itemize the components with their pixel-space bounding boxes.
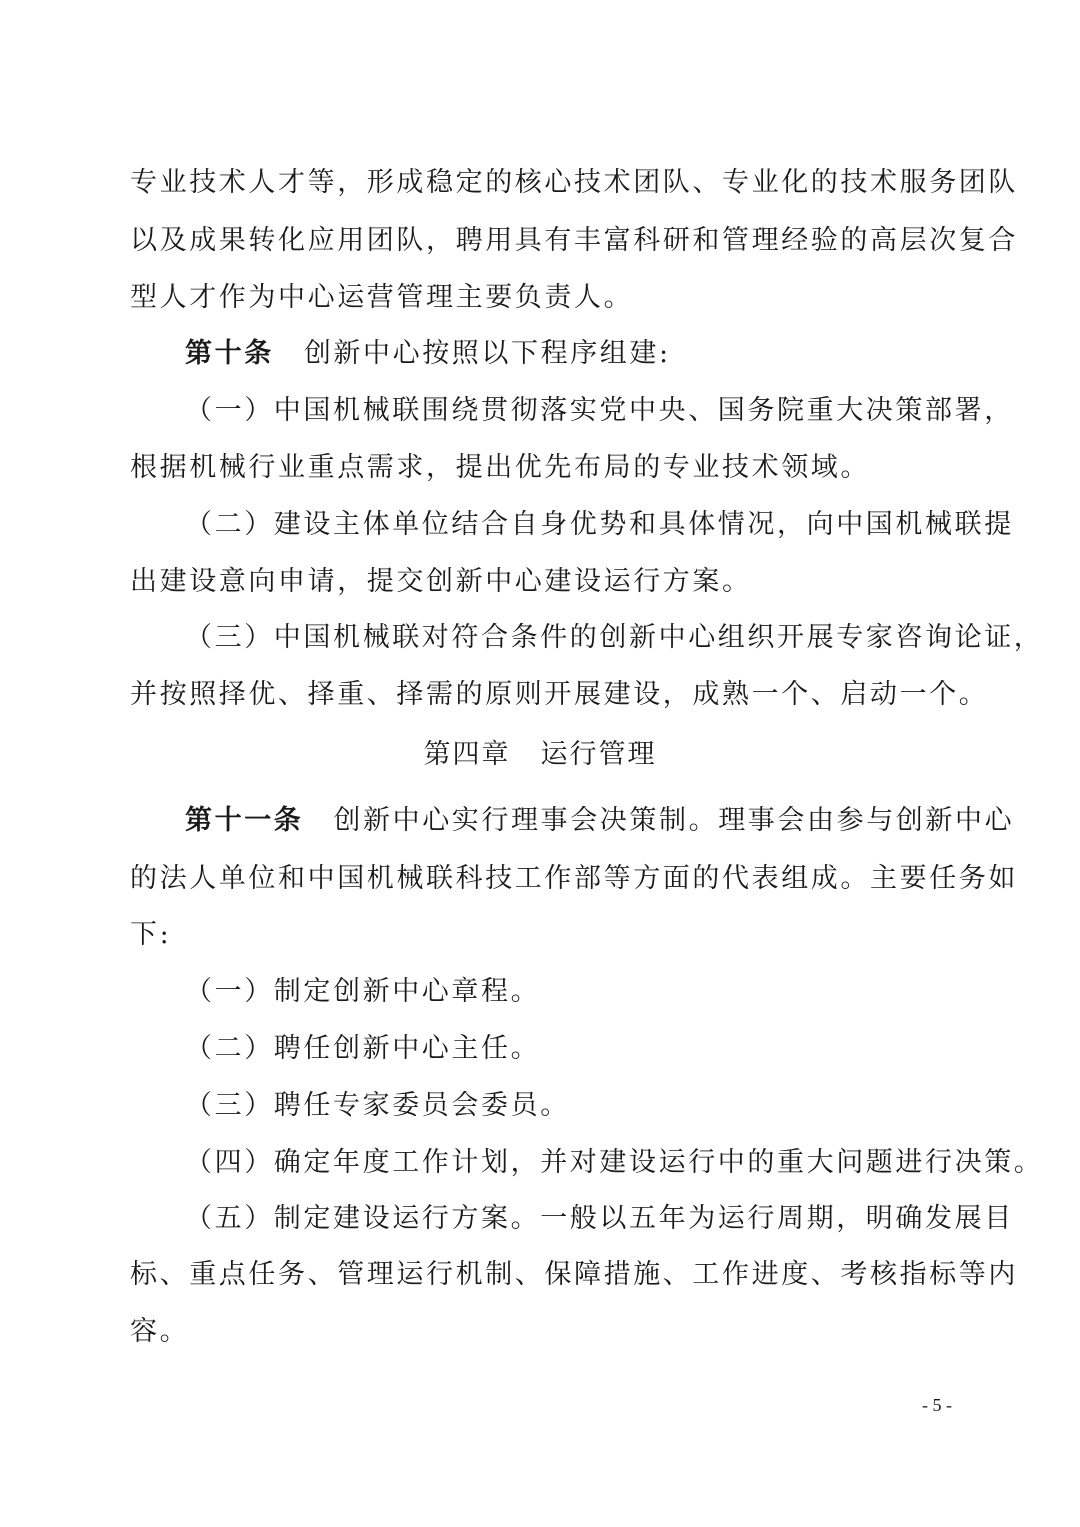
list-item-line: 出建设意向申请，提交创新中心建设运行方案。 — [130, 566, 752, 597]
list-item-line: （二）建设主体单位结合自身优势和具体情况，向中国机械联提 — [185, 509, 1014, 540]
article-10-heading — [185, 337, 952, 371]
paragraph-line: 专业技术人才等，形成稳定的核心技术团队、专业化的技术服务团队 — [130, 167, 1018, 198]
list-item-line: 容。 — [130, 1316, 190, 1347]
list-item-line: 标、重点任务、管理运行机制、保障措施、工作进度、考核指标等内 — [130, 1259, 1018, 1290]
article-11-text: 创新中心实行理事会决策制。理事会由参与创新中心 — [333, 805, 1015, 836]
article-10-label: 第十条 — [185, 338, 274, 369]
page-number: - 5 - — [922, 1395, 952, 1415]
chapter-title: 运行管理 — [540, 739, 657, 770]
paragraph-line: 的法人单位和中国机械联科技工作部等方面的代表组成。主要任务如 — [130, 863, 1018, 894]
article-11-heading — [185, 804, 1015, 838]
chapter-number: 第四章 — [423, 739, 511, 770]
list-item-line: （四）确定年度工作计划，并对建设运行中的重大问题进行决策。 — [185, 1147, 1044, 1178]
list-item-line: （一）中国机械联围绕贯彻落实党中央、国务院重大决策部署， — [185, 395, 1014, 426]
list-item-line: （一）制定创新中心章程。 — [185, 976, 541, 1007]
paragraph-line: 下: — [130, 919, 172, 950]
list-item-line: （二）聘任创新中心主任。 — [185, 1033, 541, 1064]
list-item-line: （三）聘任专家委员会委员。 — [185, 1090, 570, 1121]
chapter-heading — [0, 738, 1080, 772]
list-item-line: （五）制定建设运行方案。一般以五年为运行周期，明确发展目 — [185, 1203, 1014, 1234]
list-item-line: 根据机械行业重点需求，提出优先布局的专业技术领域。 — [130, 452, 870, 483]
article-11-label: 第十一条 — [185, 805, 304, 836]
list-item-line: （三）中国机械联对符合条件的创新中心组织开展专家咨询论证， — [185, 622, 1044, 653]
paragraph-line: 以及成果转化应用团队，聘用具有丰富科研和管理经验的高层次复合 — [130, 225, 1018, 256]
list-item-line: 并按照择优、择重、择需的原则开展建设，成熟一个、启动一个。 — [130, 679, 989, 710]
paragraph-line: 型人才作为中心运营管理主要负责人。 — [130, 282, 634, 313]
article-10-text: 创新中心按照以下程序组建: — [303, 338, 671, 369]
